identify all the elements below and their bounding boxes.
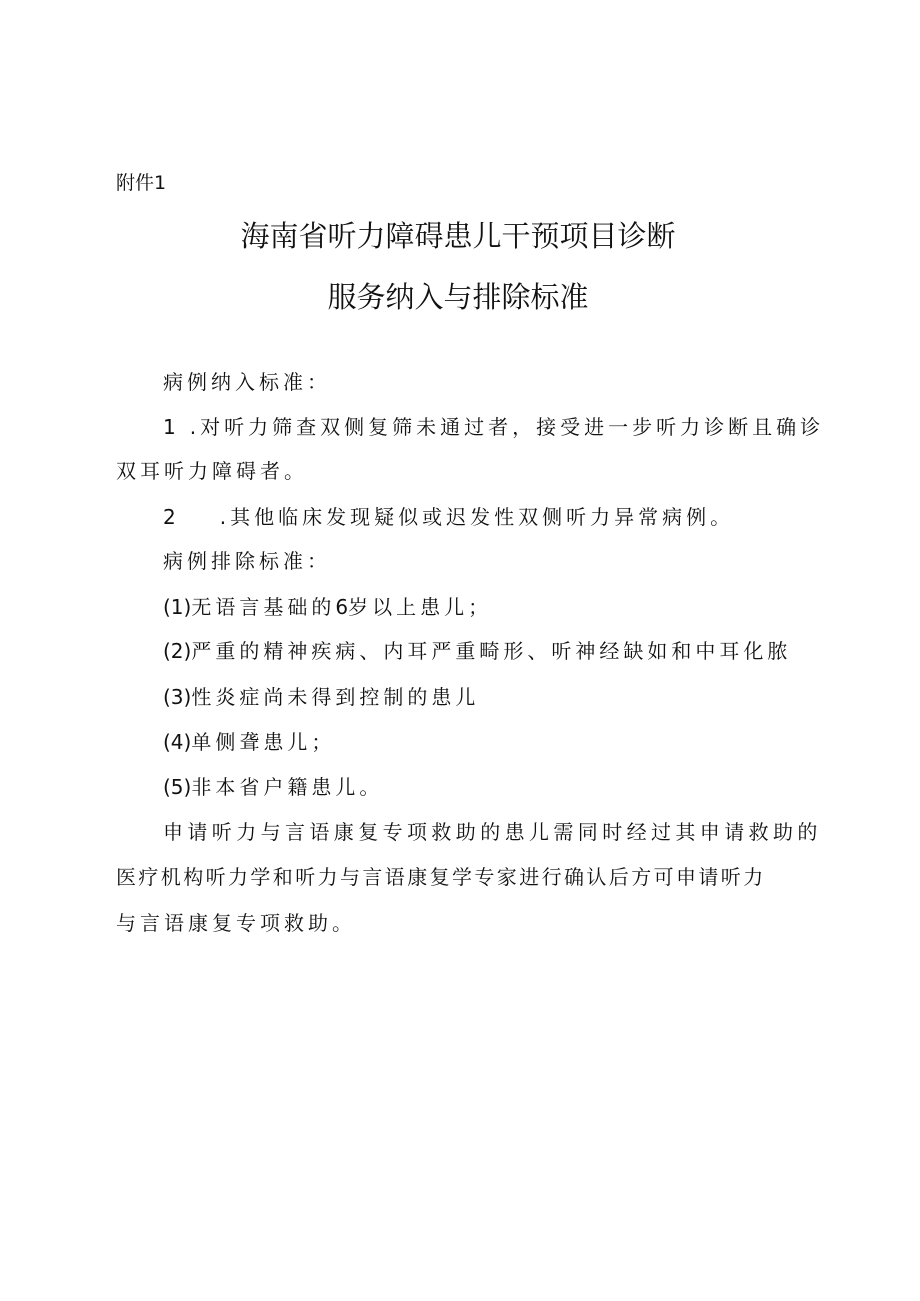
- exclusion-item-1-text: 无语言基础的: [191, 595, 336, 619]
- exclusion-item-1-number: (1): [163, 595, 192, 619]
- exclusion-item-4-text: 单侧聋患儿；: [191, 730, 336, 754]
- inclusion-item-1-text: .对听力筛查双侧复筛未通过者，接受进一步听力诊断且确诊: [189, 415, 825, 439]
- attachment-label: 附件1: [116, 172, 167, 194]
- inclusion-item-1: [163, 412, 824, 442]
- document-title-line1: 海南省听力障碍患儿干预项目诊断: [240, 219, 676, 253]
- inclusion-heading: 病例纳入标准：: [163, 370, 331, 394]
- exclusion-item-5-number: (5): [163, 775, 192, 799]
- exclusion-item-5: [163, 772, 383, 802]
- note-line-2: 医疗机构听力学和听力与言语康复学专家进行确认后方可申请听力: [116, 865, 766, 889]
- inclusion-item-2-number: 2: [163, 505, 176, 529]
- exclusion-item-1-age: 6: [335, 595, 349, 619]
- exclusion-item-2-number: (2): [163, 639, 192, 663]
- note-line-1: 申请听力与言语康复专项救助的患儿需同时经过其申请救助的: [163, 820, 822, 844]
- document-title-line2: 服务纳入与排除标准: [327, 280, 589, 314]
- exclusion-item-4-number: (4): [163, 730, 192, 754]
- exclusion-item-3-number: (3): [163, 685, 192, 709]
- exclusion-item-4: [163, 727, 335, 757]
- exclusion-item-2-text: 严重的精神疾病、内耳严重畸形、听神经缺如和中耳化脓: [191, 639, 792, 663]
- note-line-3: 与言语康复专项救助。: [116, 911, 356, 935]
- exclusion-item-3: [163, 682, 479, 712]
- inclusion-item-1-continued: 双耳听力障碍者。: [116, 459, 308, 483]
- exclusion-heading: 病例排除标准：: [163, 549, 331, 573]
- inclusion-item-2: [163, 502, 734, 532]
- exclusion-item-3-text: 性炎症尚未得到控制的患儿: [191, 685, 480, 709]
- inclusion-item-2-text: .其他临床发现疑似或迟发性双侧听力异常病例。: [219, 505, 735, 529]
- exclusion-item-2: [163, 636, 791, 666]
- inclusion-item-1-number: 1: [163, 415, 176, 439]
- exclusion-item-5-text: 非本省户籍患儿。: [191, 775, 384, 799]
- exclusion-item-1-tail: 岁以上患儿；: [348, 595, 493, 619]
- exclusion-item-1: [163, 592, 492, 622]
